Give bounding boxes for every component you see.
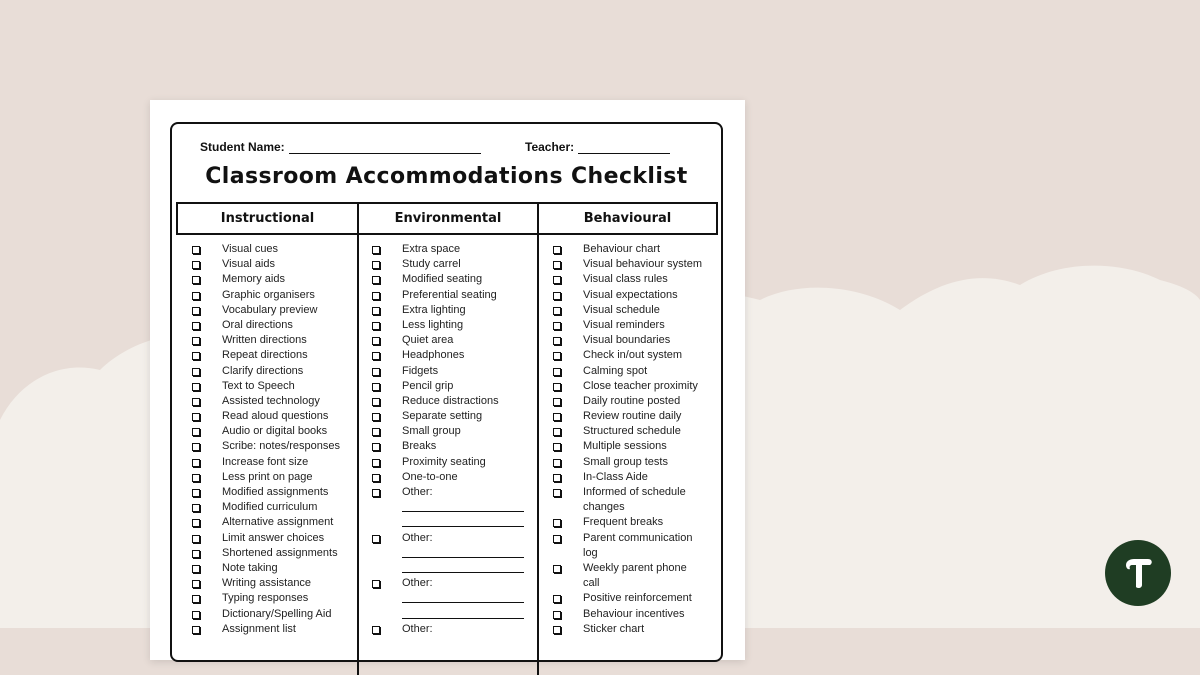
checklist-item-label: Alternative assignment — [222, 516, 334, 529]
checklist-table — [176, 202, 718, 672]
checkbox[interactable] — [192, 459, 200, 467]
worksheet-title: Classroom Accommodations Checklist — [205, 164, 688, 189]
checkbox[interactable] — [372, 489, 380, 497]
other-write-in-line — [402, 618, 524, 619]
checkbox[interactable] — [553, 276, 561, 284]
checklist-item-label: Other: — [402, 577, 433, 590]
checkbox[interactable] — [372, 337, 380, 345]
checklist-item-label: Structured schedule — [583, 425, 681, 438]
checkbox[interactable] — [372, 322, 380, 330]
checkbox[interactable] — [553, 535, 561, 543]
checkbox[interactable] — [192, 489, 200, 497]
checklist-item-label: Visual reminders — [583, 318, 665, 331]
checkbox[interactable] — [372, 368, 380, 376]
checkbox[interactable] — [372, 292, 380, 300]
checkbox[interactable] — [553, 428, 561, 436]
checklist-item-label: Shortened assignments — [222, 546, 338, 559]
checklist-item-label: call — [583, 577, 600, 590]
checkbox[interactable] — [192, 474, 200, 482]
checkbox[interactable] — [372, 474, 380, 482]
checkbox[interactable] — [192, 352, 200, 360]
checklist-item-label: Read aloud questions — [222, 410, 329, 423]
checklist-item-label: Close teacher proximity — [583, 379, 698, 392]
checklist-item-label: Informed of schedule — [583, 486, 686, 498]
checkbox[interactable] — [192, 368, 200, 376]
checkbox[interactable] — [553, 307, 561, 315]
column-divider — [537, 235, 539, 675]
checkbox[interactable] — [553, 413, 561, 421]
checklist-item-label: Modified seating — [402, 273, 483, 286]
checkbox[interactable] — [553, 398, 561, 406]
checklist-item-label: In-Class Aide — [583, 470, 648, 483]
checklist-item-label: Fidgets — [402, 364, 439, 377]
checklist-item-label: Typing responses — [222, 592, 309, 605]
other-write-in-line — [402, 602, 524, 603]
checklist-item-label: Modified curriculum — [222, 501, 318, 514]
checklist-item-label: Assisted technology — [222, 394, 320, 407]
checkbox[interactable] — [553, 337, 561, 345]
other-write-in-line — [402, 511, 524, 512]
checklist-item-label: Visual behaviour system — [583, 258, 703, 271]
checkbox[interactable] — [192, 307, 200, 315]
checkbox[interactable] — [192, 550, 200, 558]
checklist-item-label: Visual boundaries — [583, 334, 671, 347]
checkbox[interactable] — [553, 565, 561, 573]
checkbox[interactable] — [192, 626, 200, 634]
checkbox[interactable] — [192, 322, 200, 330]
checkbox[interactable] — [553, 595, 561, 603]
checklist-item-label: Reduce distractions — [402, 394, 499, 407]
checkbox[interactable] — [192, 261, 200, 269]
teacher-label: Teacher: — [525, 140, 575, 154]
checklist-item-label: Behaviour chart — [583, 243, 661, 255]
checklist-item-label: Other: — [402, 486, 433, 498]
checklist-item-label: Separate setting — [402, 410, 483, 423]
header-behavioural: Behavioural — [537, 202, 718, 235]
column-divider — [357, 235, 359, 675]
checklist-item-label: Scribe: notes/responses — [222, 440, 341, 453]
checklist-item-label: Positive reinforcement — [583, 592, 692, 605]
checklist-item-label: Increase font size — [222, 455, 309, 468]
checklist-item-label: Visual class rules — [583, 273, 668, 286]
checkbox[interactable] — [192, 611, 200, 619]
checkbox[interactable] — [372, 352, 380, 360]
checkbox[interactable] — [372, 398, 380, 406]
checklist-item-label: Note taking — [222, 561, 278, 574]
checklist-item-label: Extra space — [402, 243, 461, 255]
checkbox[interactable] — [553, 292, 561, 300]
other-write-in-line — [402, 526, 524, 527]
checklist-item-label: Parent communication — [583, 531, 693, 544]
checklist-item-label: Vocabulary preview — [222, 303, 318, 316]
checklist-item-label: Small group — [402, 425, 461, 438]
checklist-item-label: Sticker chart — [583, 622, 645, 635]
checklist-item-label: Memory aids — [222, 273, 285, 286]
checkbox[interactable] — [553, 474, 561, 482]
checkbox[interactable] — [372, 276, 380, 284]
checklist-item-label: log — [583, 546, 598, 559]
checkbox[interactable] — [192, 292, 200, 300]
checkbox[interactable] — [192, 428, 200, 436]
checkbox[interactable] — [192, 383, 200, 391]
checklist-item-label: Text to Speech — [222, 379, 295, 392]
checkbox[interactable] — [553, 383, 561, 391]
checklist-item-label: Modified assignments — [222, 486, 329, 498]
checklist-item-label: Dictionary/Spelling Aid — [222, 607, 332, 620]
checklist-item-label: Review routine daily — [583, 410, 682, 423]
checkbox[interactable] — [372, 428, 380, 436]
checkbox[interactable] — [192, 398, 200, 406]
checklist-item-label: Visual schedule — [583, 303, 660, 316]
checklist-item-label: Extra lighting — [402, 303, 466, 316]
checkbox[interactable] — [192, 276, 200, 284]
checkbox[interactable] — [192, 519, 200, 527]
checklist-item-label: Visual aids — [222, 258, 275, 271]
checkbox[interactable] — [372, 307, 380, 315]
checklist-item-label: Breaks — [402, 440, 437, 453]
checklist-item-label: Oral directions — [222, 318, 293, 331]
checklist-item-label: Audio or digital books — [222, 425, 328, 438]
other-write-in-line — [402, 572, 524, 573]
checkbox[interactable] — [553, 352, 561, 360]
checkbox[interactable] — [553, 626, 561, 634]
checkbox[interactable] — [192, 337, 200, 345]
checklist-item-label: Assignment list — [222, 622, 296, 635]
checklist-item-label: Pencil grip — [402, 379, 454, 392]
checkbox[interactable] — [372, 383, 380, 391]
checklist-item-label: Calming spot — [583, 364, 648, 377]
checklist-item-label: Check in/out system — [583, 349, 683, 362]
checklist-item-label: changes — [583, 501, 625, 514]
checkbox[interactable] — [553, 519, 561, 527]
checkbox[interactable] — [553, 261, 561, 269]
checkbox[interactable] — [192, 580, 200, 588]
checklist-item-label: Headphones — [402, 349, 465, 362]
checklist-item-label: Preferential seating — [402, 288, 497, 301]
checklist-item-label: Other: — [402, 622, 433, 635]
brand-logo-icon — [1118, 553, 1158, 593]
checkbox[interactable] — [553, 322, 561, 330]
brand-logo[interactable] — [1105, 540, 1171, 606]
header-instructional: Instructional — [176, 202, 359, 235]
checklist-item-label: Less lighting — [402, 318, 464, 331]
checklist-item-label: Writing assistance — [222, 577, 312, 590]
checklist-item-label: Other: — [402, 531, 433, 544]
checkbox[interactable] — [372, 626, 380, 634]
checklist-item-label: Repeat directions — [222, 349, 308, 362]
checklist-item-label: Less print on page — [222, 470, 313, 483]
checkbox[interactable] — [553, 368, 561, 376]
checklist-item-label: Small group tests — [583, 455, 668, 468]
checkbox[interactable] — [372, 580, 380, 588]
checklist-item-label: Written directions — [222, 334, 307, 347]
worksheet-page — [150, 100, 745, 660]
checkbox[interactable] — [553, 611, 561, 619]
header-environmental: Environmental — [357, 202, 539, 235]
student-name-label: Student Name: — [200, 140, 285, 154]
checkbox[interactable] — [372, 535, 380, 543]
checkbox[interactable] — [372, 246, 380, 254]
checkbox[interactable] — [553, 443, 561, 451]
student-name-field — [200, 140, 481, 154]
checklist-item-label: Weekly parent phone — [583, 561, 687, 574]
checkbox[interactable] — [372, 413, 380, 421]
checkbox[interactable] — [192, 595, 200, 603]
checklist-item-label: Frequent breaks — [583, 516, 664, 529]
checkbox[interactable] — [553, 489, 561, 497]
checklist-item-label: Behaviour incentives — [583, 607, 685, 620]
checklist-item-label: Quiet area — [402, 334, 454, 347]
checklist-item-label: Clarify directions — [222, 364, 304, 377]
checklist-item-label: Daily routine posted — [583, 394, 681, 407]
checkbox[interactable] — [192, 246, 200, 254]
checkbox[interactable] — [192, 565, 200, 573]
checklist-item-label: Proximity seating — [402, 455, 486, 468]
checkbox[interactable] — [192, 504, 200, 512]
checkbox[interactable] — [553, 459, 561, 467]
checklist-item-label: Study carrel — [402, 258, 461, 271]
checkbox[interactable] — [372, 443, 380, 451]
checklist-item-label: Visual expectations — [583, 288, 678, 301]
checklist-item-label: Multiple sessions — [583, 440, 667, 453]
checkbox[interactable] — [192, 535, 200, 543]
checkbox[interactable] — [372, 261, 380, 269]
checkbox[interactable] — [192, 413, 200, 421]
checklist-item-label: Limit answer choices — [222, 531, 325, 544]
checkbox[interactable] — [553, 246, 561, 254]
checkbox[interactable] — [372, 459, 380, 467]
checklist-item-label: Visual cues — [222, 243, 279, 255]
teacher-field — [525, 140, 670, 154]
other-write-in-line — [402, 557, 524, 558]
checklist-item-label: Graphic organisers — [222, 288, 315, 301]
checklist-item-label: One-to-one — [402, 470, 458, 483]
checkbox[interactable] — [192, 443, 200, 451]
